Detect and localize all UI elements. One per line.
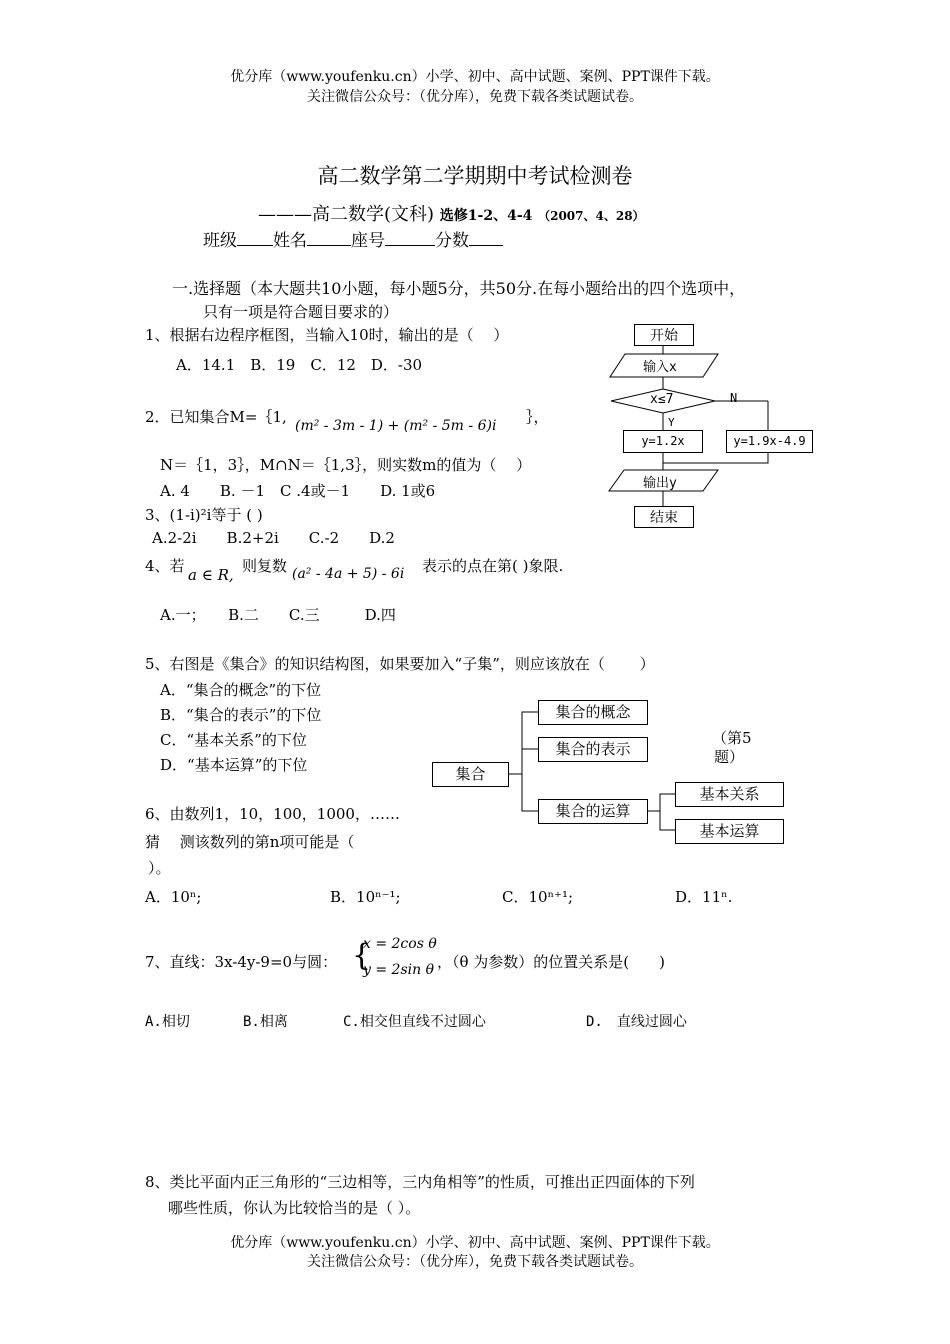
subtitle-dash: ——— <box>258 204 312 225</box>
q5-option-b: B．“集合的表示”的下位 <box>160 706 322 724</box>
flow-start: 开始 <box>634 324 694 346</box>
tree-node-relation: 基本关系 <box>675 782 784 807</box>
subtitle-extra: 选修1-2、4-4 <box>439 208 533 224</box>
q5-option-a: A．“集合的概念”的下位 <box>160 681 322 699</box>
q5-text: 5、右图是《集合》的知识结构图，如果要加入“子集”，则应该放在（ ） <box>145 655 655 673</box>
q6-option-a: A．10ⁿ; <box>145 888 202 906</box>
q3-text: 3、(1-i)²i等于 ( ) <box>145 506 263 524</box>
tree-caption-2: 题） <box>714 748 745 766</box>
tree-caption-1: （第5 <box>712 729 752 747</box>
tree-node-basic-operation: 基本运算 <box>675 819 784 844</box>
flow-yes-label: Y <box>668 416 675 429</box>
q7-eq2: y = 2sin θ <box>363 962 435 978</box>
q1-options: A．14.1 B．19 C．12 D．-30 <box>176 356 423 374</box>
name-label: 姓名 <box>273 231 307 251</box>
q8-line1: 8、类比平面内正三角形的“三边相等，三内角相等”的性质，可推出正四面体的下列 <box>145 1173 695 1191</box>
q7-brace: { <box>352 938 372 973</box>
flow-left-box: y=1.2x <box>623 430 703 453</box>
q2-close: ｝， <box>526 408 549 426</box>
footer-line2: 关注微信公众号：（优分库），免费下载各类试题试卷。 <box>307 1254 643 1270</box>
q4-mid: 则复数 <box>242 557 288 575</box>
subtitle-main: 高二数学(文科) <box>312 204 435 225</box>
q2-text: 2．已知集合M=｛1, <box>145 408 287 426</box>
q6-option-b: B．10ⁿ⁻¹; <box>330 888 401 906</box>
q6-option-c: C．10ⁿ⁺¹; <box>502 888 574 906</box>
q6-option-d: D．11ⁿ. <box>675 888 733 906</box>
q4-pre: 4、若 <box>145 557 185 575</box>
section-desc2: 只有一项是符合题目要求的） <box>203 303 399 321</box>
q7-post: ，（θ 为参数）的位置关系是( ) <box>437 953 666 971</box>
q7-option-d: D. 直线过圆心 <box>586 1014 687 1030</box>
flow-input: 输入x <box>643 360 677 375</box>
q4-post: 表示的点在第( )象限. <box>422 557 564 575</box>
seat-label: 座号 <box>351 231 385 251</box>
tree-node-representation: 集合的表示 <box>538 737 648 762</box>
q5-option-d: D．“基本运算”的下位 <box>160 756 308 774</box>
header-line1: 优分库（www.youfenku.cn）小学、初中、高中试题、案例、PPT课件下载。 <box>230 69 720 85</box>
q2-formula: (m² - 3m - 1) + (m² - 5m - 6)i <box>295 418 497 434</box>
footer-line1: 优分库（www.youfenku.cn）小学、初中、高中试题、案例、PPT课件下载。 <box>230 1235 720 1251</box>
q1-text: 1、根据右边程序框图，当输入10时，输出的是（ ） <box>145 326 509 344</box>
q7-option-b: B.相离 <box>243 1014 288 1030</box>
flow-end: 结束 <box>634 506 694 528</box>
q4-formula: (a² - 4a + 5) - 6i <box>292 566 405 582</box>
subtitle-date: （2007、4、28） <box>538 209 645 223</box>
q6-line3: ）。 <box>148 859 171 877</box>
header-line2: 关注微信公众号：（优分库），免费下载各类试题试卷。 <box>307 89 643 105</box>
tree-node-operation: 集合的运算 <box>538 799 648 824</box>
q5-option-c: C．“基本关系”的下位 <box>160 731 307 749</box>
flow-condition: x≤7 <box>650 392 674 407</box>
q3-options: A.2-2i B.2+2i C.-2 D.2 <box>152 529 395 547</box>
q4-options: A.一； B.二 C.三 D.四 <box>160 606 396 624</box>
q7-option-a: A.相切 <box>145 1014 190 1030</box>
q4-condition: a ∈ R, <box>188 566 234 584</box>
page-title: 高二数学第二学期期中考试检测卷 <box>317 164 633 188</box>
class-label: 班级 <box>203 231 237 251</box>
section-desc1: （本大题共10小题，每小题5分，共50分.在每小题给出的四个选项中， <box>241 279 746 298</box>
q2-options: A. 4 B. －1 C .4或－1 D. 1或6 <box>160 482 436 500</box>
flow-right-box: y=1.9x-4.9 <box>726 430 813 453</box>
q6-line1: 6、由数列1，10，100，1000，…… <box>145 805 400 823</box>
q7-eq1: x = 2cos θ <box>363 936 437 952</box>
flow-no-label: N <box>730 391 738 405</box>
tree-node-concept: 集合的概念 <box>538 700 648 725</box>
q6-line2: 猜 测该数列的第n项可能是（ <box>145 833 355 851</box>
score-label: 分数 <box>435 231 469 251</box>
tree-root: 集合 <box>432 762 509 787</box>
flow-output: 输出y <box>643 476 677 491</box>
q8-line2: 哪些性质，你认为比较恰当的是（ ）。 <box>168 1199 421 1217</box>
q2-line2: N＝｛1，3｝，M∩N＝｛1,3｝，则实数m的值为（ ） <box>160 456 532 474</box>
q7-option-c: C.相交但直线不过圆心 <box>343 1014 486 1030</box>
section-label: 一.选择题 <box>172 279 242 298</box>
q7-pre: 7、直线：3x-4y-9=0与圆： <box>145 953 338 971</box>
